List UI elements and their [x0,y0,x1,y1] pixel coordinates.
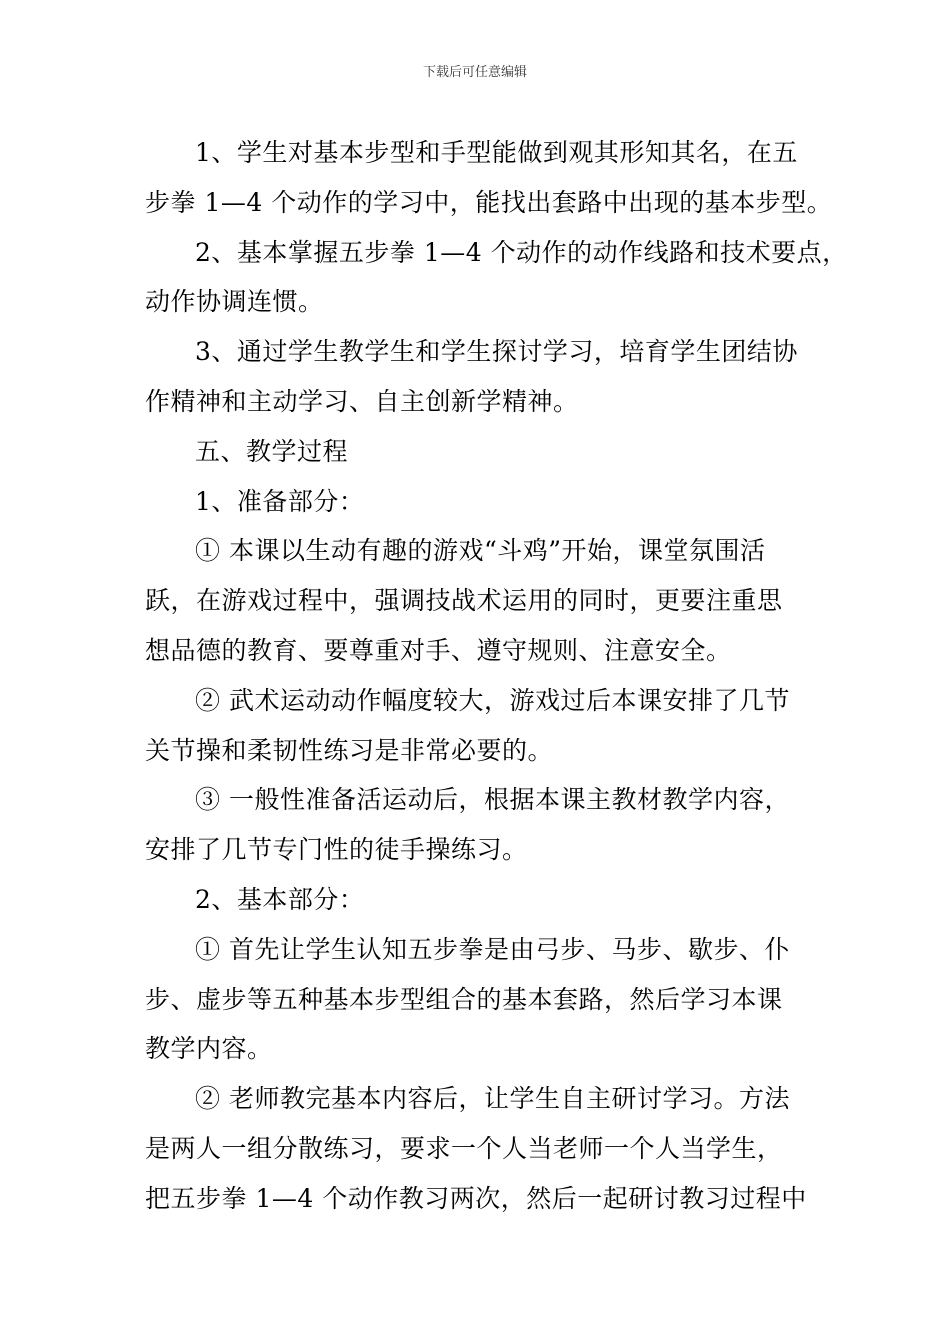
text-line: 作精神和主动学习、自主创新学精神。 [145,386,579,416]
text-line: 跃，在游戏过程中，强调技战术运用的同时，更要注重思 [145,586,783,616]
text-line: ③ 一般性准备活运动后，根据本课主教材教学内容， [195,785,790,815]
text-line: 1、学生对基本步型和手型能做到观其形知其名，在五 [195,138,798,167]
document-body [145,128,848,1224]
text-line: ① 本课以生动有趣的游戏“斗鸡”开始，课堂氛围活 [195,536,766,566]
text-line: 2、基本掌握五步拳 1—4 个动作的动作线路和技术要点， [195,237,848,267]
text-line: 教学内容。 [145,1034,273,1064]
text-line: 安排了几节专门性的徒手操练习。 [145,835,528,865]
section-heading: 五、教学过程 [195,436,349,466]
subsection-heading: 1、准备部分： [195,486,365,516]
text-line: 3、通过学生教学生和学生探讨学习，培育学生团结协 [195,337,798,367]
text-line: 把五步拳 1—4 个动作教习两次，然后一起研讨教习过程中 [145,1183,807,1213]
text-line: 关节操和柔韧性练习是非常必要的。 [145,735,554,765]
text-line: 步、虚步等五种基本步型组合的基本套路，然后学习本课 [145,984,783,1014]
text-line: 步拳 1—4 个动作的学习中，能找出套路中出现的基本步型。 [145,187,833,217]
text-line: 是两人一组分散练习，要求一个人当老师一个人当学生， [145,1133,783,1163]
subsection-heading: 2、基本部分： [195,884,365,914]
text-line: ① 首先让学生认知五步拳是由弓步、马步、歇步、仆 [195,934,790,964]
text-line: ② 老师教完基本内容后，让学生自主研讨学习。方法 [195,1084,790,1114]
text-line: 动作协调连惯。 [145,287,324,317]
text-line: ② 武术运动动作幅度较大，游戏过后本课安排了几节 [195,685,790,715]
text-line: 想品德的教育、要尊重对手、遵守规则、注意安全。 [145,635,732,665]
page-header: 下载后可任意编辑 [422,65,527,80]
